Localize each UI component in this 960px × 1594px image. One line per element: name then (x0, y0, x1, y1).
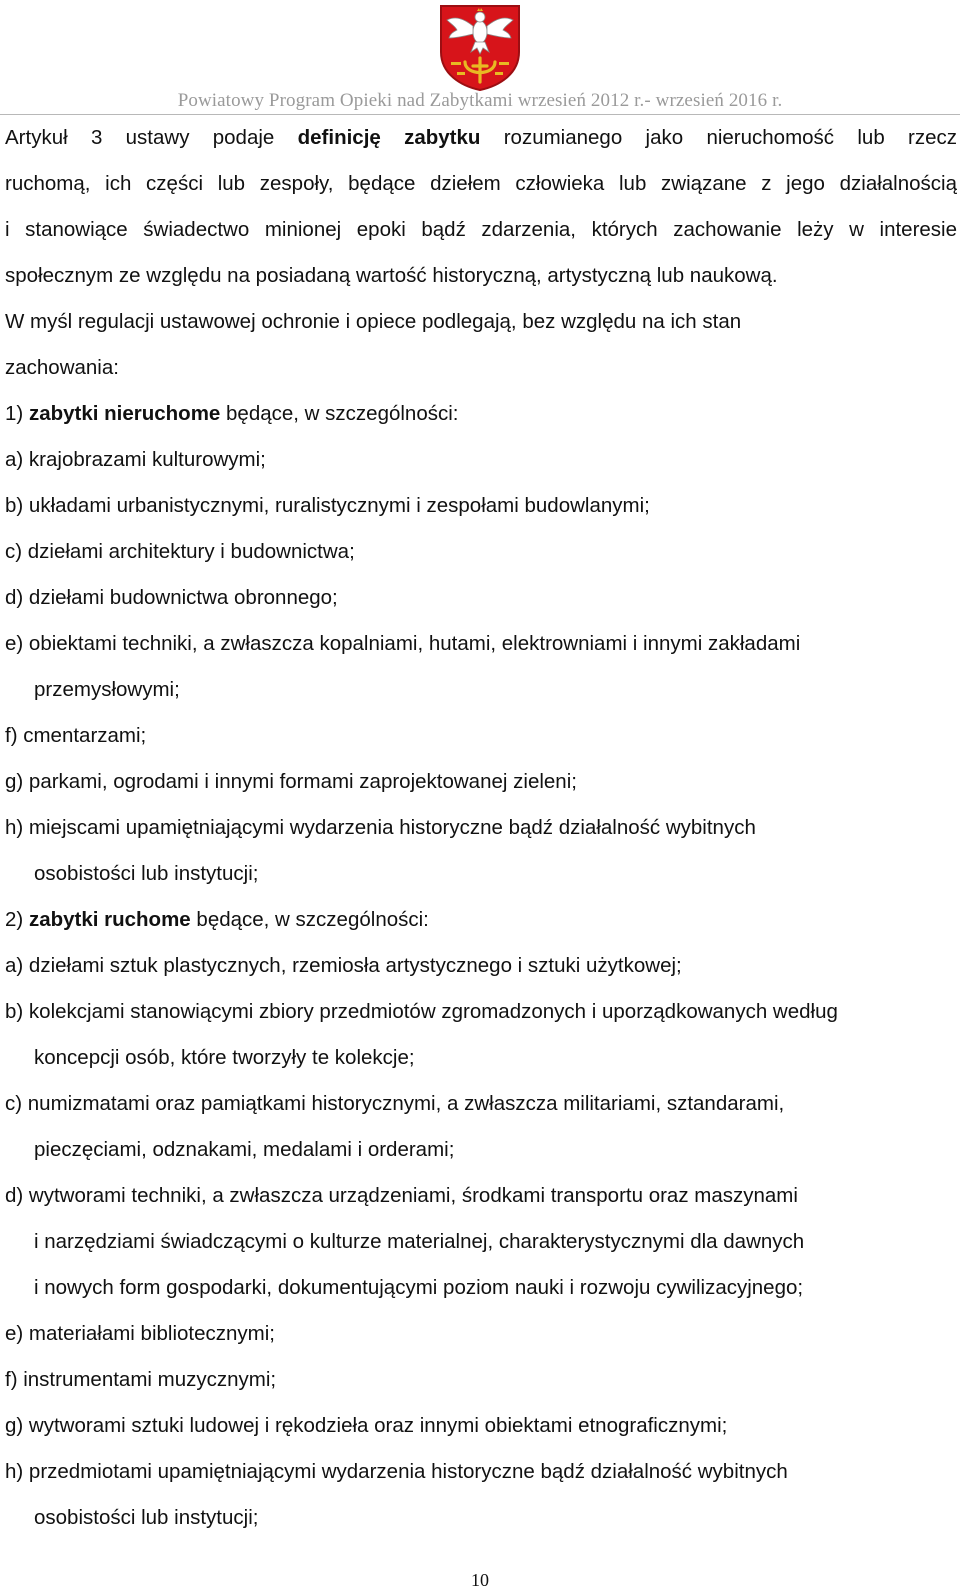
paragraph-line: W myśl regulacji ustawowej ochronie i opiece podlegają, bez względu na ich stan (5, 310, 742, 333)
list-item: b) układami urbanistycznymi, ruralistycznymi i zespołami budowlanymi; (5, 494, 650, 517)
list-item: a) dziełami sztuk plastycznych, rzemiosła artystycznego i sztuki użytkowej; (5, 954, 682, 977)
text-run: 1) (5, 402, 29, 425)
list-item-continuation: osobistości lub instytucji; (34, 1506, 259, 1529)
list-item: b) kolekcjami stanowiącymi zbiory przedmiotów zgromadzonych i uporządkowanych według (5, 1000, 838, 1023)
section-heading (5, 391, 957, 437)
coat-of-arms-icon (437, 2, 523, 92)
list-item: f) cmentarzami; (5, 724, 147, 747)
list-item-continuation: pieczęciami, odznakami, medalami i orderami; (34, 1138, 455, 1161)
list-item: a) krajobrazami kulturowymi; (5, 448, 266, 471)
text-run: będące, w szczególności: (220, 402, 459, 425)
list-item: d) dziełami budownictwa obronnego; (5, 586, 338, 609)
list-item: d) wytworami techniki, a zwłaszcza urządzeniami, środkami transportu oraz maszynami (5, 1184, 798, 1207)
list-item: e) materiałami bibliotecznymi; (5, 1322, 276, 1345)
list-item: e) obiektami techniki, a zwłaszcza kopalniami, hutami, elektrowniami i innymi zakładami (5, 632, 801, 655)
list-item-continuation: i nowych form gospodarki, dokumentującymi poziom nauki i rozwoju cywilizacyjnego; (34, 1276, 804, 1299)
text-run: będące, w szczególności: (190, 908, 429, 931)
paragraph-line: zachowania: (5, 356, 119, 379)
bold-term: definicję zabytku (297, 126, 481, 149)
text-run: rozumianego jako nieruchomość lub rzecz (480, 126, 957, 149)
list-item-continuation: osobistości lub instytucji; (34, 862, 259, 885)
list-item: h) miejscami upamiętniającymi wydarzenia historyczne bądź działalność wybitnych (5, 816, 756, 839)
section-heading (5, 897, 957, 943)
page-header (0, 0, 960, 115)
list-item: c) dziełami architektury i budownictwa; (5, 540, 355, 563)
text-run: 2) (5, 908, 29, 931)
document-body (5, 115, 957, 1541)
paragraph-line: i stanowiące świadectwo minionej epoki bądź zdarzenia, których zachowanie leży w interesie (5, 218, 957, 241)
paragraph-line: społecznym ze względu na posiadaną wartość historyczną, artystyczną lub naukową. (5, 264, 778, 287)
list-item-continuation: przemysłowymi; (34, 678, 180, 701)
list-item: g) parkami, ogrodami i innymi formami zaprojektowanej zieleni; (5, 770, 577, 793)
paragraph-line: ruchomą, ich części lub zespoły, będące dziełem człowieka lub związane z jego działalnością (5, 172, 957, 195)
list-item: f) instrumentami muzycznymi; (5, 1368, 277, 1391)
list-item: g) wytworami sztuki ludowej i rękodzieła oraz innymi obiektami etnograficznymi; (5, 1414, 728, 1437)
list-item: h) przedmiotami upamiętniającymi wydarzenia historyczne bądź działalność wybitnych (5, 1460, 788, 1483)
bold-term: zabytki nieruchome (28, 402, 221, 425)
paragraph-line (5, 115, 957, 161)
header-title: Powiatowy Program Opieki nad Zabytkami wrzesień 2012 r.- wrzesień 2016 r. (177, 90, 783, 111)
list-item-continuation: i narzędziami świadczącymi o kulturze materialnej, charakterystycznymi dla dawnych (34, 1230, 805, 1253)
list-item-continuation: koncepcji osób, które tworzyły te kolekcje; (34, 1046, 415, 1069)
list-item: c) numizmatami oraz pamiątkami historycznymi, a zwłaszcza militariami, sztandarami, (5, 1092, 785, 1115)
page-number: 10 (471, 1570, 489, 1590)
bold-term: zabytki ruchome (28, 908, 191, 931)
text-run: Artykuł 3 ustawy podaje (5, 126, 298, 149)
